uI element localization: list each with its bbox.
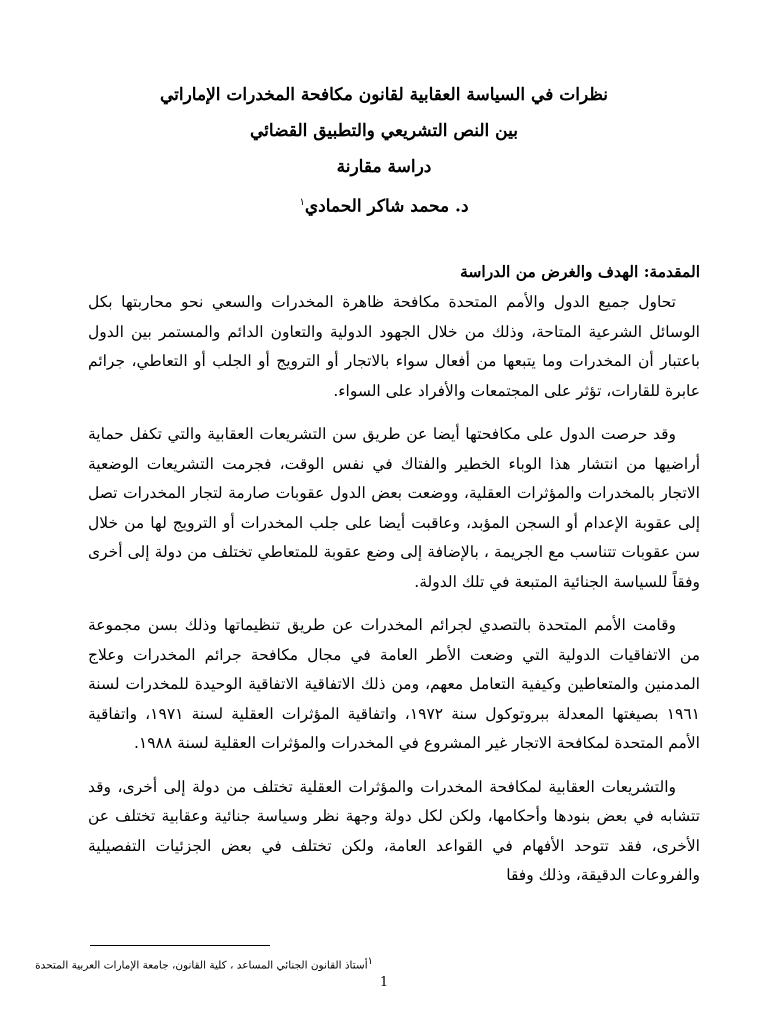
author-name: د. محمد شاكر الحمادي [304, 196, 469, 217]
paragraph-1: تحاول جميع الدول والأمم المتحدة مكافحة ظاهرة المخدرات والسعي نحو محاربتها بكل الوسائل الشرعية المتاحة، وذلك من خلال الجهود الدولية والتعاون الدائم والمستمر بين الدول باعتبار أن المخدرات وما يتبعها من أفعال سواء بالاتجار أو الترويج أو الجلب أو التعاطي، جرائم عابرة للقارات، تؤثر على المجتمعات والأفراد على السواء. [88, 293, 700, 400]
study-type: دراسة مقارنة [336, 157, 432, 177]
paragraph-2: وقد حرصت الدول على مكافحتها أيضا عن طريق سن التشريعات العقابية والتي تكفل حماية أراضيها من انتشار هذا الوباء الخطير والفتاك في نفس الوقت، فجرمت التشريعات الوضعية الاتجار بالمخدرات والمؤثرات العقلية، ووضعت بعض الدول عقوبات صارمة لتجار المخدرات تصل إلى عقوبة الإعدام أو السجن المؤبد، وعاقبت أيضا على جلب المخدرات أو الترويج لها من خلال سن عقوبات تتناسب مع الجريمة ، بالإضافة إلى وضع عقوبة للمتعاطي تختلف من دولة إلى أخرى وفقاً للسياسة الجنائية المتبعة في تلك الدولة. [88, 425, 700, 591]
document-body [88, 262, 700, 905]
paragraph-4: والتشريعات العقابية لمكافحة المخدرات والمؤثرات العقلية تختلف من دولة إلى أخرى، وقد تتشابه في بعض بنودها وأحكامها، ولكن لكل دولة وجهة نظر وسياسة جنائية وعقابية تختلف عن الأخرى، فقد تتوحد الأفهام في القواعد العامة، ولكن تختلف في بعض الجزئيات التفصيلية والفروعات الدقيقة، وذلك وفقا [88, 777, 700, 884]
page-number: 1 [379, 975, 389, 990]
author-line [0, 192, 768, 218]
footnote-separator [90, 945, 270, 946]
footnote-text: أستاذ القانون الجنائي المساعد ، كلية القانون، جامعة الإمارات العربية المتحدة [35, 959, 368, 972]
title-block [0, 84, 768, 232]
paragraph-3: وقامت الأمم المتحدة بالتصدي لجرائم المخدرات عن طريق تنظيماتها وذلك بسن مجموعة من الاتفاقيات الدولية التي وضعت الأطر العامة في مجال مكافحة جرائم المخدرات وعلاج المدمنين والمتعاطين وكيفية التعامل معهم، ومن ذلك الاتفاقية الاتفاقية الوحيدة للمخدرات لسنة ١٩٦١ بصيغتها المعدلة ببروتوكول سنة ١٩٧٢، واتفاقية المؤثرات العقلية لسنة ١٩٧١، واتفاقية الأمم المتحدة لمكافحة الاتجار غير المشروع في المخدرات والمؤثرات العقلية لسنة ١٩٨٨. [88, 616, 700, 752]
author-footnote-mark: ١ [299, 197, 305, 208]
footnote-mark: ١ [367, 956, 373, 967]
document-title: نظرات في السياسة العقابية لقانون مكافحة المخدرات الإماراتي [159, 85, 609, 105]
document-subtitle: بين النص التشريعي والتطبيق القضائي [250, 121, 518, 141]
section-heading: المقدمة: الهدف والغرض من الدراسة [460, 262, 700, 281]
footnote [35, 956, 373, 972]
